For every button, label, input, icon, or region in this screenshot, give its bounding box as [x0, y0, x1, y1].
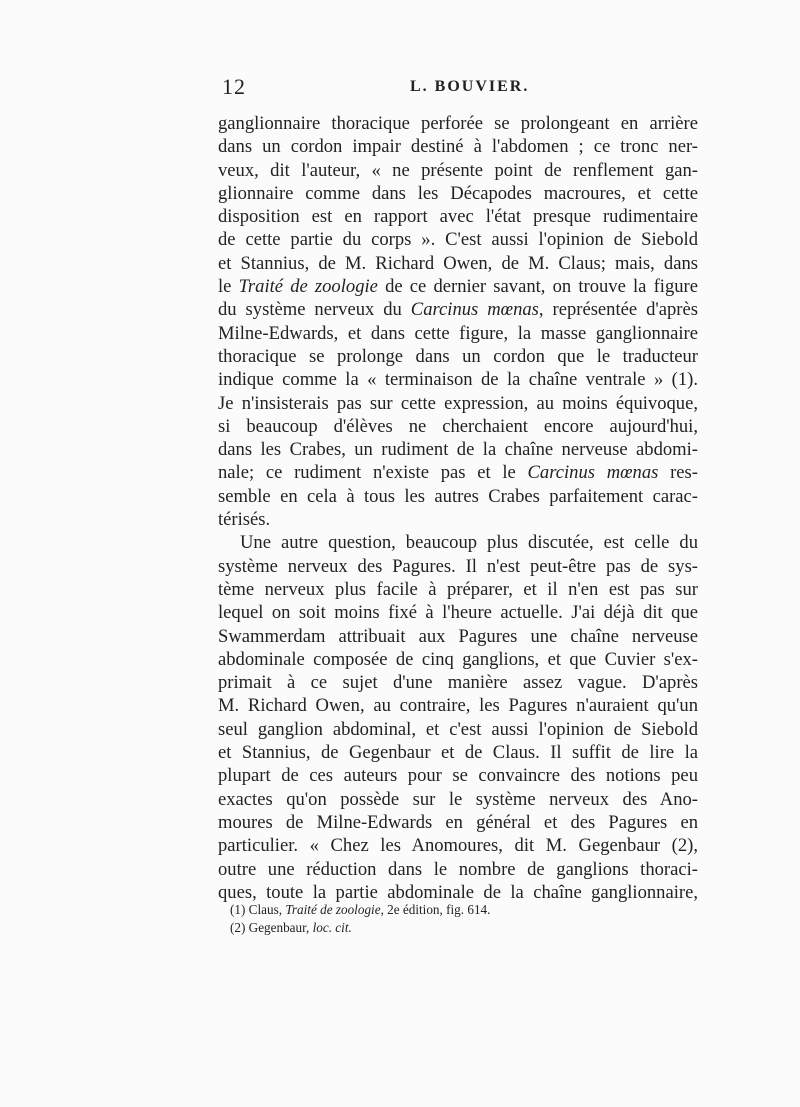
text-line: ques, toute la partie abdominale de la chaîne ganglionnaire,: [218, 881, 698, 903]
page-number: 12: [222, 74, 246, 99]
body-text: [218, 112, 698, 904]
footnote-2: (2) Gegenbaur, loc. cit.: [230, 920, 352, 935]
text-line: dans les Crabes, un rudiment de la chaîne nerveuse abdomi-: [218, 439, 698, 461]
text-line: seul ganglion abdominal, et c'est aussi l'opinion de Siebold: [218, 718, 698, 740]
text-line: Milne-Edwards, et dans cette figure, la masse ganglionnaire: [218, 322, 698, 344]
text-line: dans un cordon impair destiné à l'abdomen ; ce tronc ner-: [218, 136, 698, 158]
text-line: du système nerveux du Carcinus mœnas, représentée d'après: [218, 299, 698, 321]
text-line: tème nerveux plus facile à préparer, et il n'en est pas sur: [218, 578, 698, 600]
paragraph-2: [218, 531, 698, 904]
text-line: Une autre question, beaucoup plus discutée, est celle du: [240, 532, 698, 554]
text-line: particulier. « Chez les Anomoures, dit M. Gegenbaur (2),: [218, 835, 698, 857]
italic-species: Carcinus mœnas: [527, 462, 659, 484]
running-head: L. BOUVIER.: [410, 78, 530, 95]
text-line: disposition est en rapport avec l'état presque rudimentaire: [218, 206, 698, 228]
text-line: nale; ce rudiment n'existe pas et le Carcinus mœnas res-: [218, 462, 698, 484]
text-line: ganglionnaire thoracique perforée se prolongeant en arrière: [218, 113, 698, 134]
text-line: veux, dit l'auteur, « ne présente point de renflement gan-: [218, 159, 698, 181]
text-line: glionnaire comme dans les Décapodes macroures, et cette: [218, 182, 698, 204]
text-line: Swammerdam attribuait aux Pagures une chaîne nerveuse: [218, 625, 698, 647]
text-line: exactes qu'on possède sur le système nerveux des Ano-: [218, 788, 698, 810]
text-line: le Traité de zoologie de ce dernier savant, on trouve la figure: [218, 276, 698, 298]
text-line: si beaucoup d'élèves ne cherchaient encore aujourd'hui,: [218, 415, 698, 437]
paragraph-1: [218, 112, 698, 531]
text-line: lequel on soit moins fixé à l'heure actuelle. J'ai déjà dit que: [218, 602, 698, 624]
italic-title: Traité de zoologie: [238, 276, 378, 298]
text-line: système nerveux des Pagures. Il n'est peut-être pas de sys-: [218, 555, 698, 577]
footnotes: [230, 901, 690, 937]
text-line: outre une réduction dans le nombre de ganglions thoraci-: [218, 858, 698, 880]
text-line: de cette partie du corps ». C'est aussi l'opinion de Siebold: [218, 229, 698, 251]
text-line: et Stannius, de M. Richard Owen, de M. Claus; mais, dans: [218, 252, 698, 274]
text-line: abdominale composée de cinq ganglions, et que Cuvier s'ex-: [218, 648, 698, 670]
text-line: moures de Milne-Edwards en général et des Pagures en: [218, 811, 698, 833]
text-line: indique comme la « terminaison de la chaîne ventrale » (1).: [218, 369, 698, 391]
page-header: [222, 74, 698, 104]
text-line: térisés.: [218, 509, 271, 531]
text-line: et Stannius, de Gegenbaur et de Claus. Il suffit de lire la: [218, 742, 698, 764]
footnote-1: (1) Claus, Traité de zoologie, 2e édition, fig. 614.: [230, 902, 491, 917]
text-line: M. Richard Owen, au contraire, les Pagures n'auraient qu'un: [218, 695, 698, 717]
text-line: primait à ce sujet d'une manière assez vague. D'après: [218, 672, 698, 694]
text-line: Je n'insisterais pas sur cette expression, au moins équivoque,: [218, 392, 698, 414]
text-line: semble en cela à tous les autres Crabes parfaitement carac-: [218, 485, 698, 507]
italic-species: Carcinus mœnas: [410, 299, 539, 321]
text-line: plupart de ces auteurs pour se convaincre des notions peu: [218, 765, 698, 787]
text-line: thoracique se prolonge dans un cordon que le traducteur: [218, 345, 698, 367]
